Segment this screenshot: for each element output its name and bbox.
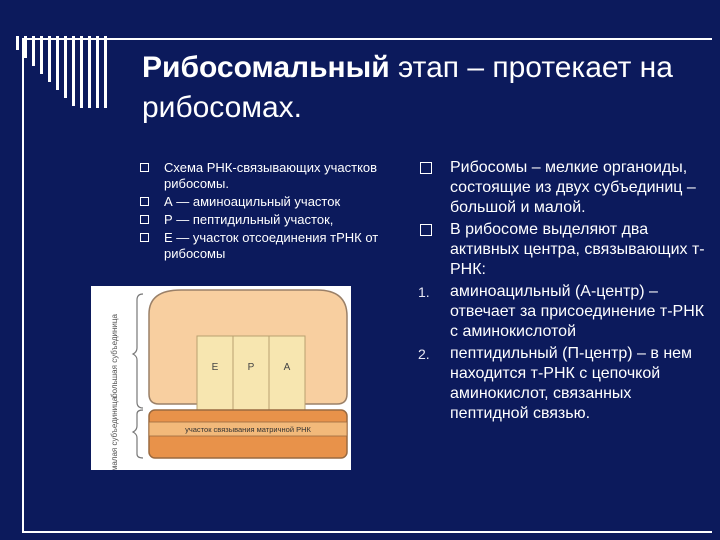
ribosome-svg [91, 286, 351, 470]
list-item: Схема РНК-связывающих участков рибосомы. [140, 160, 410, 192]
list-item: А — аминоацильный участок [140, 194, 410, 210]
checkbox-bullet-icon [140, 197, 149, 206]
checkbox-bullet-icon [140, 163, 149, 172]
list-item: Е — участок отсоединения тРНК от рибосомы [140, 230, 410, 262]
list-item: Рибосомы – мелкие органоиды, состоящие из двух субъединиц – большой и малой. [418, 158, 708, 218]
left-rule [22, 38, 24, 533]
list-item: В рибосоме выделяют два активных центра, связывающих т-РНК: [418, 220, 708, 280]
title-rest: этап – протекает на рибосомах. [142, 51, 673, 124]
site-p-label: P [247, 362, 255, 373]
site-a-label: A [283, 362, 291, 373]
numbered-item: 2. пептидильный (П-центр) – в нем находится т-РНК с цепочкой аминокислот, связанных пептидной связью. [418, 345, 693, 422]
checkbox-bullet-icon [140, 215, 149, 224]
title-bold: Рибосомальный [142, 51, 390, 84]
small-subunit-label: малая субъединица [110, 396, 119, 470]
checkbox-bullet-icon [140, 233, 149, 242]
item-number: 1. [418, 284, 430, 300]
checkbox-bullet-icon [420, 162, 432, 174]
big-subunit-label: большая субъединица [110, 314, 119, 398]
checkbox-bullet-icon [420, 224, 432, 236]
mrna-label: участок связывания матричной РНК [185, 425, 311, 434]
figure-caption-list [140, 160, 410, 264]
description-list [418, 158, 708, 426]
slide-title [142, 48, 702, 128]
top-rule [22, 38, 712, 40]
numbered-item: 1. аминоацильный (А-центр) – отвечает за присоединение т-РНК с аминокислотой [418, 283, 705, 340]
bottom-rule [22, 531, 712, 533]
site-e-label: E [211, 362, 219, 373]
item-number: 2. [418, 346, 430, 362]
ribosome-diagram [91, 286, 351, 470]
list-item: Р — пептидильный участок, [140, 212, 410, 228]
